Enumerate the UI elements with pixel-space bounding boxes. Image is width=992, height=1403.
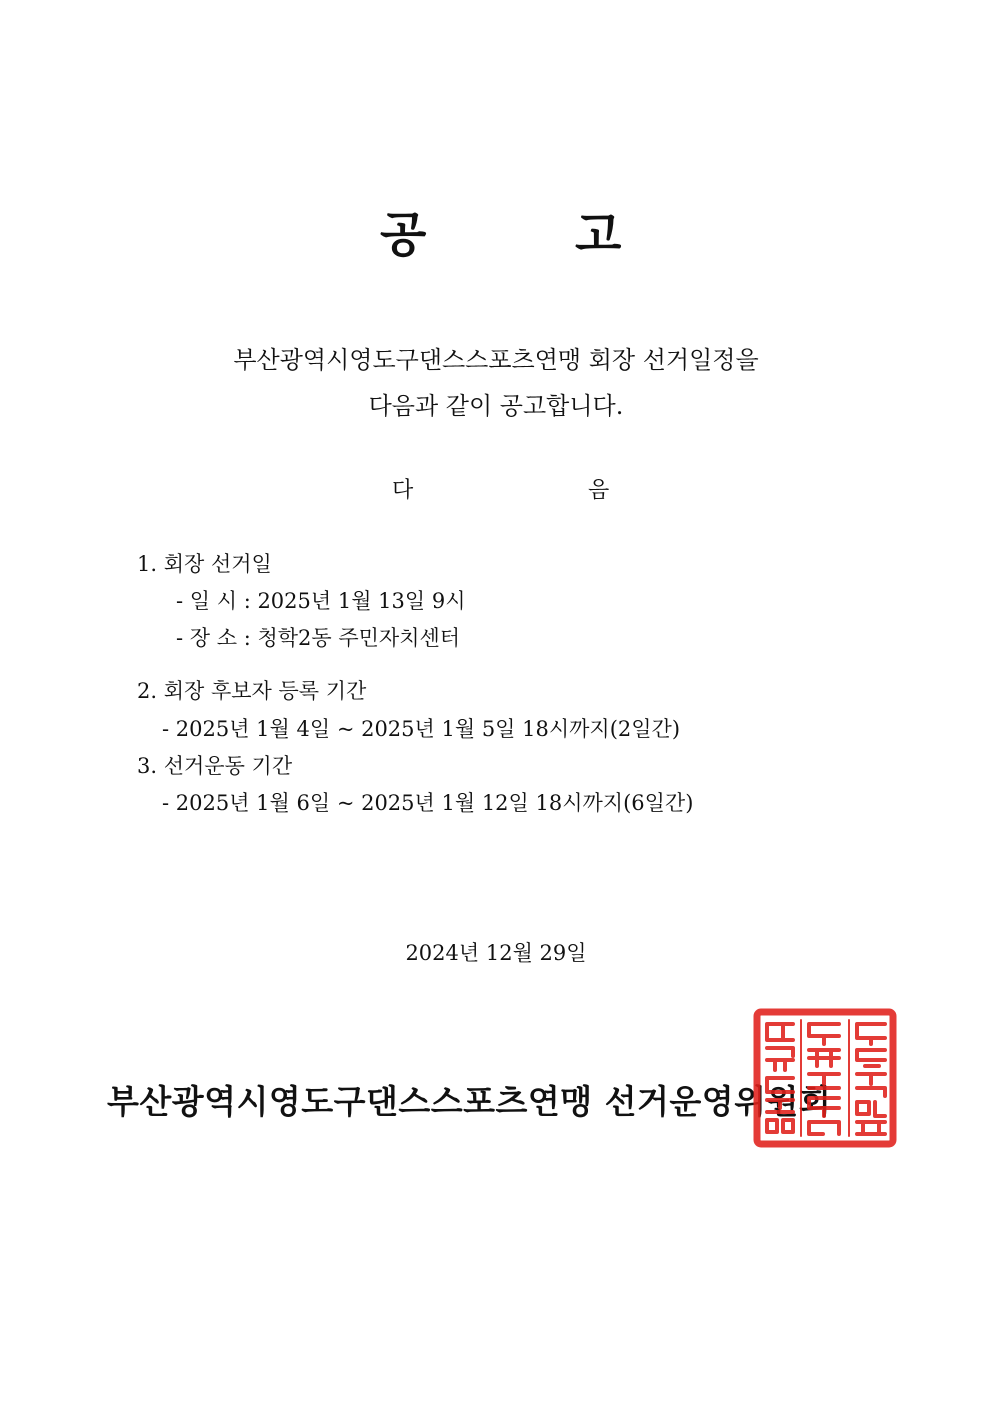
- schedule-item-3-label: 3. 선거운동 기간: [137, 754, 293, 778]
- heading-char-2: 음: [588, 478, 610, 503]
- schedule-item-2-label: 2. 회장 후보자 등록 기간: [137, 679, 367, 703]
- schedule-item-1-label: 1. 회장 선거일: [137, 552, 272, 576]
- organization-name: 부산광역시영도구댄스스포츠연맹 선거운영위원회: [107, 1082, 832, 1121]
- schedule-item-1-detail-place: - 장 소 : 청학2동 주민자치센터: [176, 626, 461, 650]
- official-seal-stamp: [753, 1008, 897, 1148]
- notice-title: [0, 205, 992, 275]
- issue-date: 2024년 12월 29일: [405, 941, 587, 965]
- schedule-item-1-detail-datetime: - 일 시 : 2025년 1월 13일 9시: [176, 589, 466, 613]
- intro-line-2: 다음과 같이 공고합니다.: [368, 392, 624, 420]
- schedule-item-2-detail: - 2025년 1월 4일 ~ 2025년 1월 5일 18시까지(2일간): [162, 717, 681, 741]
- title-char-1: 공: [380, 207, 427, 263]
- heading-char-1: 다: [392, 478, 414, 503]
- schedule-item-3-detail: - 2025년 1월 6일 ~ 2025년 1월 12일 18시까지(6일간): [162, 791, 694, 815]
- section-heading: [0, 476, 992, 506]
- title-char-2: 고: [575, 207, 622, 263]
- intro-line-1: 부산광역시영도구댄스스포츠연맹 회장 선거일정을: [233, 346, 759, 374]
